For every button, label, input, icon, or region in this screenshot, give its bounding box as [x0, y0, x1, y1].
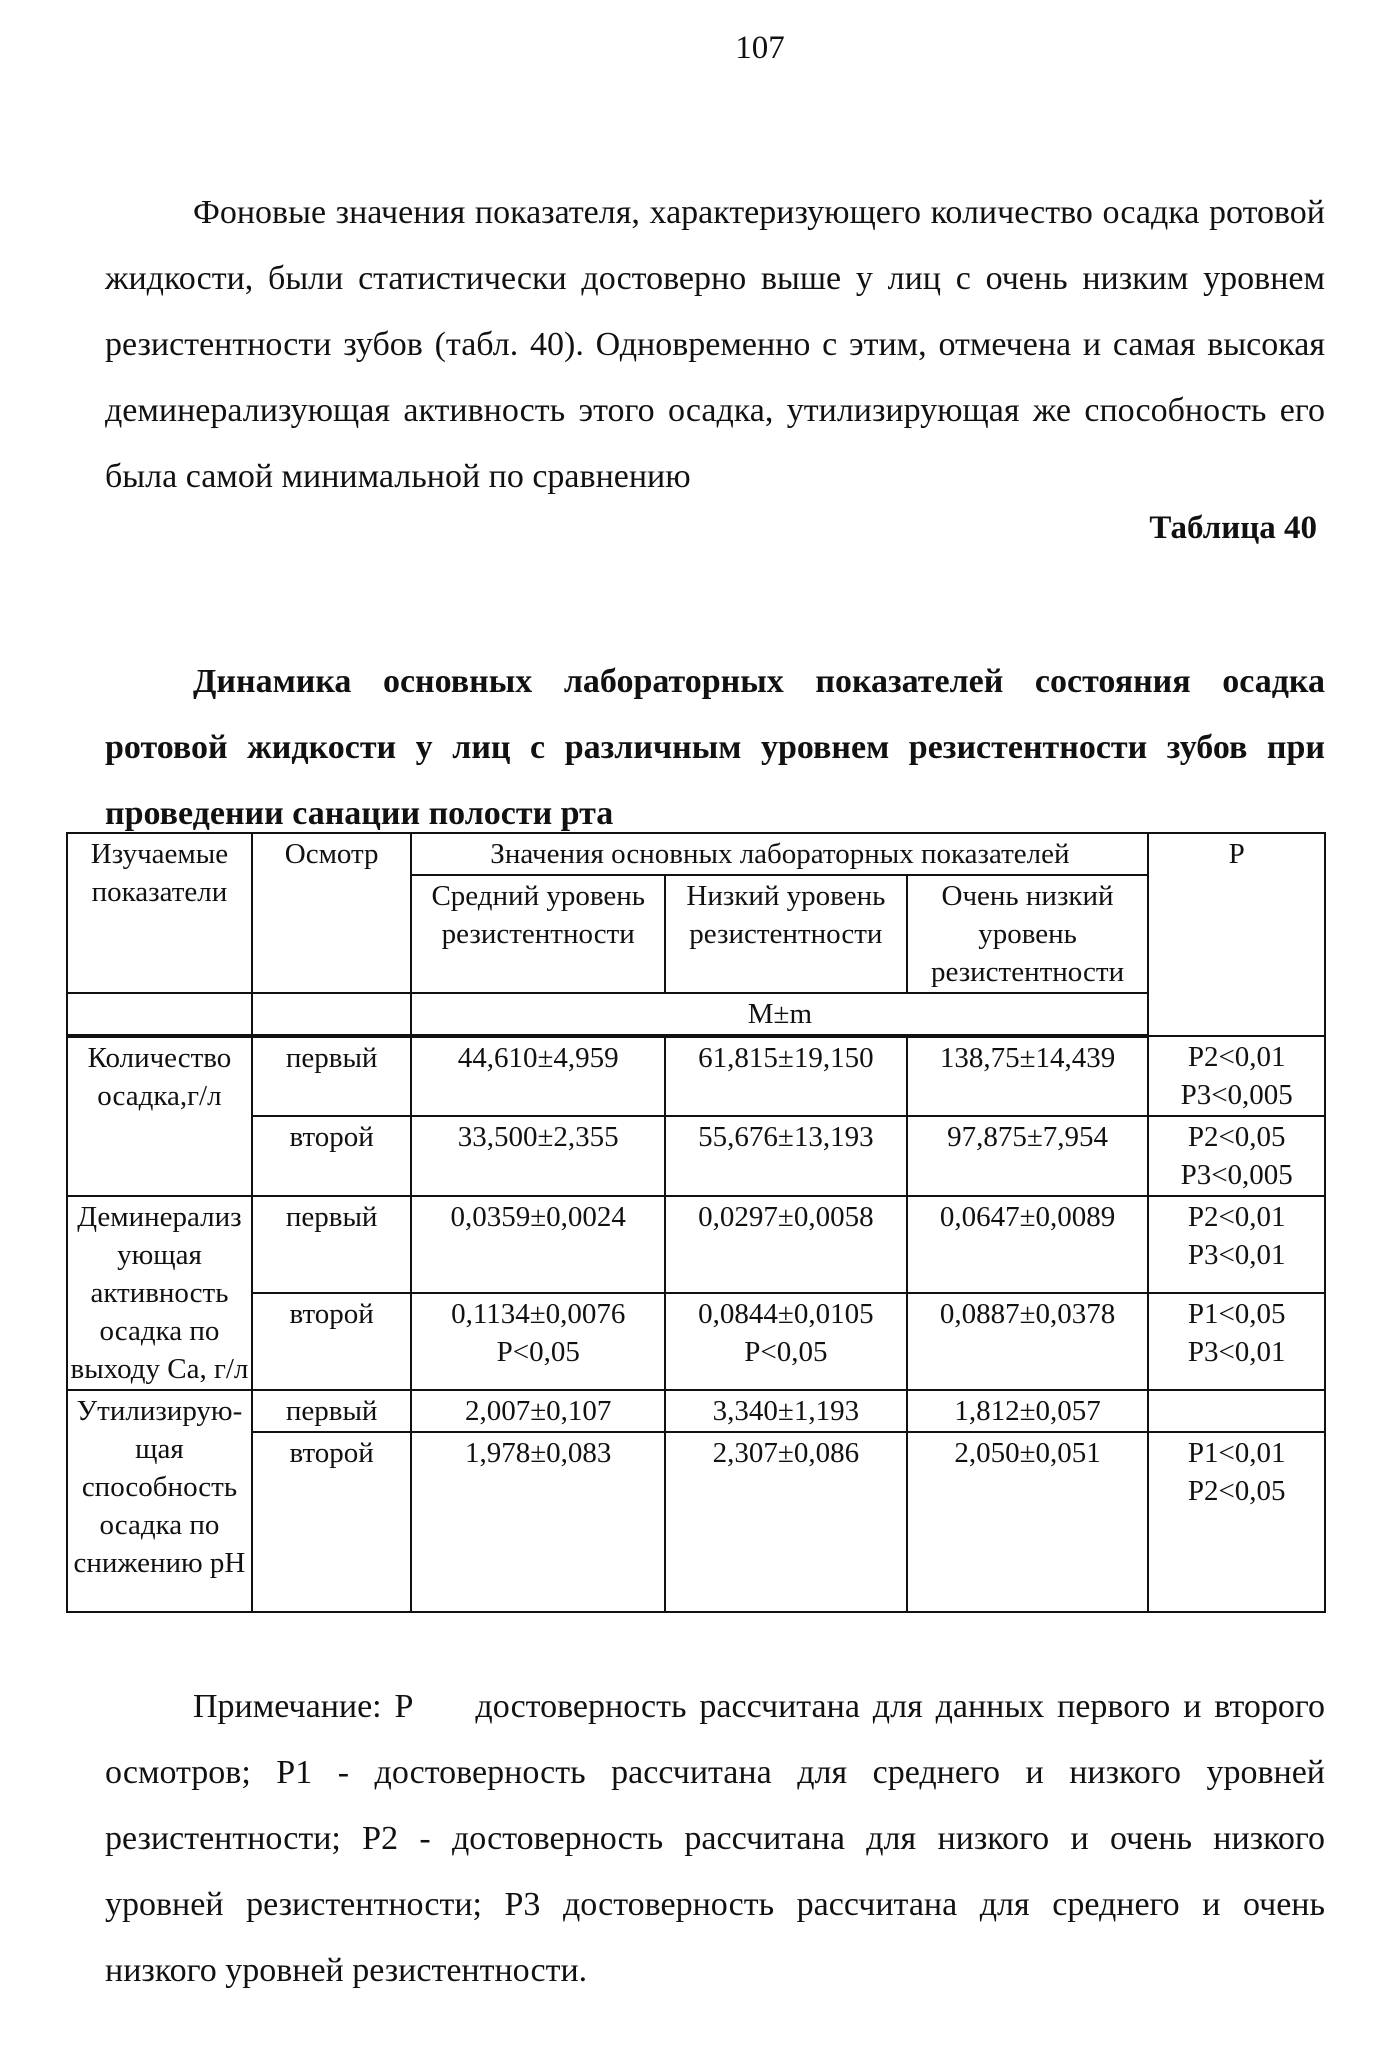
table-label: Таблица 40	[1149, 510, 1317, 546]
low-value-cell	[665, 1293, 907, 1390]
exam-cell: второй	[252, 1293, 412, 1390]
header-indicators: Изучаемые показатели	[67, 833, 252, 993]
table-row	[67, 1116, 1325, 1196]
p-value: Р2<0,01	[1187, 1041, 1286, 1073]
indicator-cell: Деминерализ ующая активность осадка по выходу Са, г/л	[67, 1196, 252, 1390]
header-blank	[252, 993, 412, 1036]
p-cell	[1148, 1036, 1325, 1116]
header-blank	[67, 993, 252, 1036]
p-value: Р3<0,01	[1187, 1336, 1286, 1368]
table-title: Динамика основных лабораторных показателей состояния осадка ротовой жидкости у лиц с различным уровнем резистентности зубов при проведении санации полости рта	[105, 663, 1325, 832]
very-low-value-cell: 1,812±0,057	[907, 1390, 1149, 1432]
p-value: Р2<0,01	[1187, 1201, 1286, 1233]
low-value-cell: 0,0297±0,0058	[665, 1196, 907, 1293]
exam-cell: второй	[252, 1116, 412, 1196]
table-row	[67, 1390, 1325, 1432]
p-value: Р1<0,01	[1187, 1437, 1286, 1469]
table-header-row	[67, 833, 1325, 875]
low-value-cell: 55,676±13,193	[665, 1116, 907, 1196]
intro-paragraph: Фоновые значения показателя, характеризующего количество осадка ротовой жидкости, были статистически достоверно выше у лиц с очень низким уровнем резистентности зубов (табл. 40). Одновременно с этим, отмечена и самая высокая деминерализующая активность этого осадка, утилизирующая же способность его была самой минимальной по сравнению	[105, 194, 1325, 495]
low-value: 0,0844±0,0105	[698, 1298, 874, 1330]
mid-value-cell: 44,610±4,959	[411, 1036, 665, 1116]
mid-value-cell: 2,007±0,107	[411, 1390, 665, 1432]
header-p: Р	[1148, 833, 1325, 1036]
low-value-cell: 3,340±1,193	[665, 1390, 907, 1432]
header-mean-error: М±m	[411, 993, 1148, 1036]
p-cell	[1148, 1116, 1325, 1196]
p-cell	[1148, 1432, 1325, 1612]
very-low-value-cell: 0,0887±0,0378	[907, 1293, 1149, 1390]
mid-value-cell: 33,500±2,355	[411, 1116, 665, 1196]
note-lead: Примечание: Р	[193, 1688, 414, 1725]
exam-cell: первый	[252, 1390, 412, 1432]
mid-value: 0,1134±0,0076	[451, 1298, 626, 1330]
mid-value-cell: 0,0359±0,0024	[411, 1196, 665, 1293]
very-low-value-cell: 138,75±14,439	[907, 1036, 1149, 1116]
exam-cell: первый	[252, 1196, 412, 1293]
p-value: Р2<0,05	[1187, 1121, 1286, 1153]
table-units-row	[67, 993, 1325, 1036]
indicator-cell: Утилизирую- щая способность осадка по снижению рН	[67, 1390, 252, 1612]
very-low-value-cell: 0,0647±0,0089	[907, 1196, 1149, 1293]
table-row	[67, 1036, 1325, 1116]
exam-cell: второй	[252, 1432, 412, 1612]
table-row	[67, 1196, 1325, 1293]
mid-value-cell: 1,978±0,083	[411, 1432, 665, 1612]
header-mid-level: Средний уровень резистентности	[411, 875, 665, 993]
header-exam: Осмотр	[252, 833, 412, 993]
header-values-group: Значения основных лабораторных показателей	[411, 833, 1148, 875]
p-value: Р3<0,01	[1187, 1239, 1286, 1271]
low-significance: Р<0,05	[744, 1336, 828, 1368]
very-low-value-cell: 2,050±0,051	[907, 1432, 1149, 1612]
header-very-low-level: Очень низкий уровень резистентности	[907, 875, 1149, 993]
results-table	[66, 832, 1326, 1613]
table-row	[67, 1432, 1325, 1612]
p-value: Р2<0,05	[1187, 1475, 1286, 1507]
mid-value-cell	[411, 1293, 665, 1390]
low-value-cell: 2,307±0,086	[665, 1432, 907, 1612]
very-low-value-cell: 97,875±7,954	[907, 1116, 1149, 1196]
p-cell	[1148, 1293, 1325, 1390]
table-row	[67, 1293, 1325, 1390]
p-cell	[1148, 1390, 1325, 1432]
page-number: 107	[735, 30, 785, 66]
indicator-cell: Количество осадка,г/л	[67, 1036, 252, 1196]
mid-significance: Р<0,05	[496, 1336, 580, 1368]
table-note	[105, 1674, 1325, 2004]
p-value: Р3<0,005	[1180, 1159, 1293, 1191]
note-text: достоверность рассчитана для данных первого и второго осмотров; Р1 - достоверность рассчитана для среднего и низкого уровней резистентности; Р2 - достоверность рассчитана для низкого и очень низкого уровней резистентности; Р3 достоверность рассчитана для среднего и очень низкого уровней резистентности.	[105, 1688, 1325, 1989]
p-cell	[1148, 1196, 1325, 1293]
p-value: Р1<0,05	[1187, 1298, 1286, 1330]
exam-cell: первый	[252, 1036, 412, 1116]
p-value: Р3<0,005	[1180, 1079, 1293, 1111]
low-value-cell: 61,815±19,150	[665, 1036, 907, 1116]
header-low-level: Низкий уровень резистентности	[665, 875, 907, 993]
